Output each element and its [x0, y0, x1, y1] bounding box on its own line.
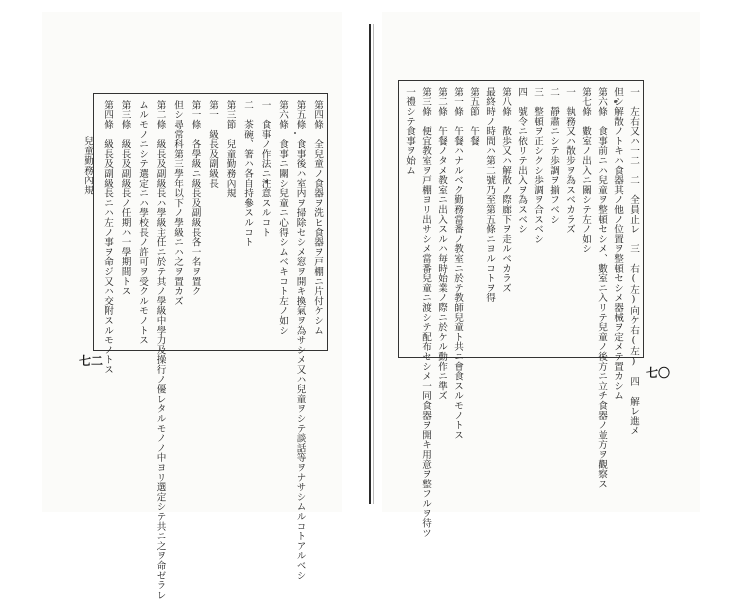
left-page-line: 第三節 兒童勤務內規 — [224, 100, 236, 198]
right-page-line: 第七條 數室ノ出入ニ關シテ左ノ如シ — [580, 87, 591, 254]
right-page-line: 第一條 午餐ハナルベク勤務當番ノ教室ニ於テ教師兒童ト共ニ會食スルモノトス — [452, 87, 463, 440]
left-page-line: 第一條 各學級ニ級長及副級長各一名ヲ置ク — [189, 100, 201, 296]
book-gutter — [369, 24, 371, 504]
right-page-line: 一禮シテ食事ヲ始ム — [404, 87, 415, 176]
right-page-line: 一 執務又ハ散步ヲ為スベカラズ — [564, 87, 575, 234]
left-page-line: 第六條 食事ニ關シ兒童ニ心得シムベキコト左ノ如シ — [277, 100, 288, 336]
left-page-number: 七二 — [79, 354, 104, 368]
right-page-line: 最終時ノ時間ハ第二號乃至第五條ニヨルコトヲ得 — [484, 87, 495, 303]
left-page-line: 一 食事ノ作法ニ注意スルコト — [259, 100, 271, 238]
gutter-shadow — [373, 24, 374, 504]
left-page-line: 但シ尋常科第三學年以下ノ學級ニハ之ヲ置カズ — [172, 100, 183, 306]
right-text-block — [398, 80, 644, 538]
running-title: 兒童勤務內規 — [82, 136, 93, 195]
right-page-line: 但シ解散ノトキハ食器其ノ他ノ位置ヲ整頓セシメ器械ヲ定メテ置カシム — [612, 87, 623, 401]
right-page-line: 三 整頓ヲ正シクシ歩調ヲ合スベシ — [532, 87, 543, 244]
right-page-line: 一 左右又ハ一二 二 全員止レ 三 右(左)向ケ右(左) 四 解レ進メ — [628, 87, 639, 436]
right-page-number: 七〇 — [646, 366, 671, 380]
left-page-line: 第二條 級長及副級長ハ學級主任ニ於テ其ノ學級中學力及操行ノ優レタルモノノ中ヨリ選定シテ共ニ之ヲ命ゼラレ — [154, 100, 166, 600]
right-page-line: 第六條 食事前ニハ兒童ヲ整頓セシメ、數室ニ入リテ兒童ノ後方ニ立チ食器ノ並方ヲ觀察ス — [596, 87, 607, 489]
left-page-line: 第四條 級長及副級長ニハ左ノ事ヲ命ジ又ハ交附スルモノトス — [102, 100, 113, 375]
left-page-line: 第五條 食事後ハ室内ヲ掃除セシメ窓ヲ開キ換氣ヲ為サシメ又ハ兒童ヲシテ談話等ヲナサシムルコトアルベシ — [294, 100, 306, 581]
right-page-line: 第八條 散歩又ハ解散ノ際廊下ヲ走ルベカラズ — [500, 87, 511, 293]
left-page-line: 第一 級長及副級長 — [207, 100, 218, 189]
right-columns — [399, 81, 643, 538]
left-page-line: 第四條 全兒童ノ食器ヲ洗ヒ食器ヲ戸棚ニ片付ケシム — [312, 100, 323, 336]
right-page-line: 二 靜肅ニシテ歩調ヲ揃フベシ — [548, 87, 559, 225]
left-text-block — [93, 93, 328, 600]
right-page-line: 第二條 午餐ノタメ教室ニ出入スルハ毎時始業ノ際ニ於ケル動作ニ準ズ — [436, 87, 447, 401]
left-columns — [94, 94, 327, 600]
right-page-line: 四 號令ニ依リテ出入ヲ為スベシ — [516, 87, 527, 234]
right-page-line: 第三條 便宜教室ヲ戸棚ヨリ出サシメ當番兒童ニ渡シテ配布セシメ一同食器ヲ開キ用意ヲ整フルヲ待ツ — [420, 87, 431, 538]
right-page-line: 第五節 午餐 — [468, 87, 479, 146]
left-page-line: 二 茶碗、箸ハ各自持參スルコト — [242, 100, 253, 247]
left-page-line: ムルモノニシテ選定ニハ學校長ノ許可ヲ受クルモノトス — [137, 100, 148, 345]
left-page-line: 第三條 級長及副級長ノ任期ハ一學期間トス — [119, 100, 131, 296]
